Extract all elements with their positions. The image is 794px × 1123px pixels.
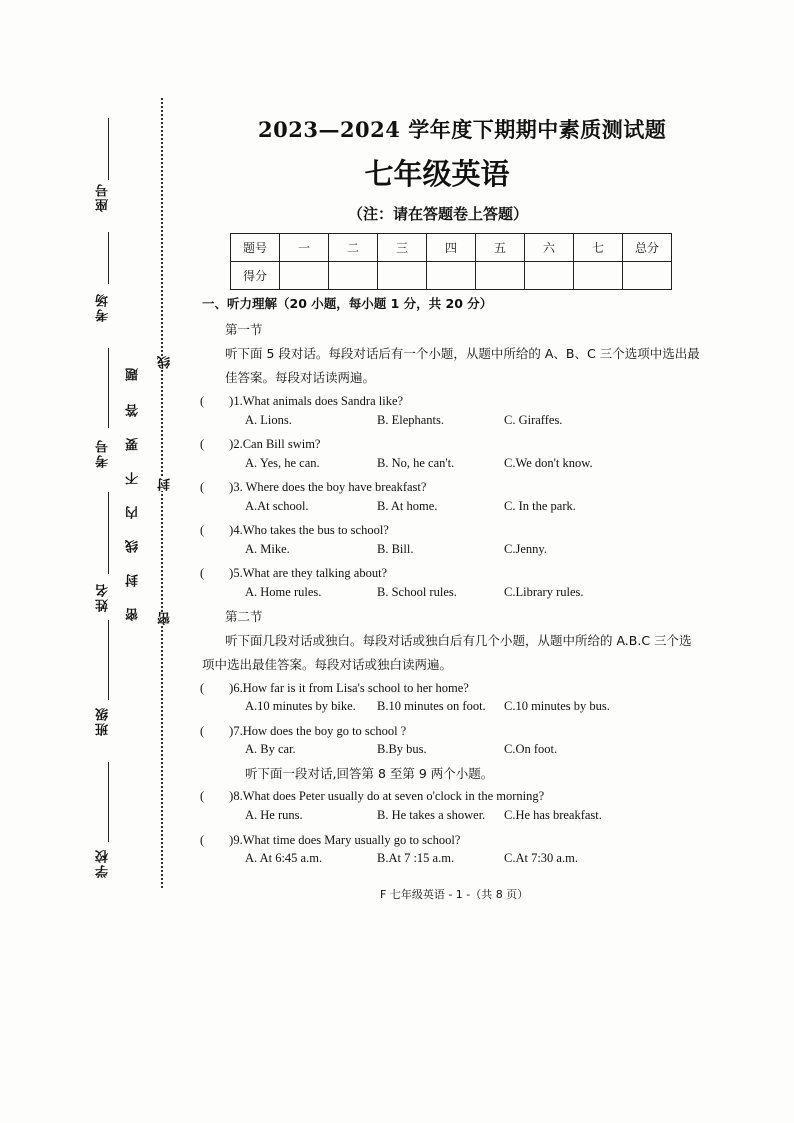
option-b: B.10 minutes on foot. bbox=[377, 699, 486, 713]
score-table-cell: 得分 bbox=[231, 262, 280, 290]
seal-notice-char: 题 bbox=[126, 368, 141, 381]
option-c: C.Library rules. bbox=[504, 585, 584, 599]
score-input-cell bbox=[329, 262, 378, 290]
seal-notice-char: 线 bbox=[126, 540, 141, 553]
section1-instruction: 听下面 5 段对话。每段对话后有一个小题，从题中所给的 A、B、C 三个选项中选出最 bbox=[225, 346, 700, 361]
question-stem: ( )4.Who takes the bus to school? bbox=[200, 523, 389, 537]
score-table bbox=[230, 233, 672, 290]
option-a: A. Yes, he can. bbox=[245, 456, 320, 470]
subject-title: 七年级英语 bbox=[364, 157, 510, 191]
score-table-score-row bbox=[231, 262, 672, 290]
section1-instruction: 佳答案。每段对话读两遍。 bbox=[225, 370, 376, 385]
score-table-cell: 总分 bbox=[623, 234, 672, 262]
option-a: A.10 minutes by bike. bbox=[245, 699, 356, 713]
part1-heading: 一、听力理解（20 小题，每小题 1 分，共 20 分） bbox=[202, 296, 493, 311]
answer-note: （注：请在答题卷上答题） bbox=[348, 205, 529, 223]
seal-notice-char: 要 bbox=[126, 438, 141, 451]
name-line bbox=[108, 492, 109, 574]
exam-room-line bbox=[108, 232, 109, 284]
section2-instruction: 听下面几段对话或独白。每段对话或独白后有几个小题，从题中所给的 A.B.C 三个选 bbox=[225, 633, 692, 648]
score-input-cell bbox=[280, 262, 329, 290]
class-line bbox=[108, 620, 109, 700]
option-b: B. School rules. bbox=[377, 585, 457, 599]
question-stem: ( )5.What are they talking about? bbox=[200, 566, 388, 580]
question-stem: ( )6.How far is it from Lisa's school to her home? bbox=[200, 681, 469, 695]
question-stem: ( )2.Can Bill swim? bbox=[200, 437, 321, 451]
option-c: C.At 7:30 a.m. bbox=[504, 851, 578, 865]
seal-notice-char: 不 bbox=[126, 472, 141, 485]
seal-notice-char: 内 bbox=[126, 506, 141, 519]
class-label: 班级 bbox=[96, 706, 111, 736]
exam-number-line bbox=[108, 348, 109, 428]
option-a: A. Home rules. bbox=[245, 585, 322, 599]
score-input-cell bbox=[476, 262, 525, 290]
score-table-cell: 一 bbox=[280, 234, 329, 262]
option-c: C.We don't know. bbox=[504, 456, 593, 470]
question-stem: ( )1.What animals does Sandra like? bbox=[200, 394, 404, 408]
score-table-cell: 题号 bbox=[231, 234, 280, 262]
seal-notice-char: 密 bbox=[126, 608, 141, 621]
exam-title: 2023—2024 学年度下期期中素质测试题 bbox=[258, 117, 667, 142]
score-input-cell bbox=[378, 262, 427, 290]
question-stem: ( )9.What time does Mary usually go to school? bbox=[200, 833, 461, 847]
seal-notice-char: 答 bbox=[126, 404, 141, 417]
option-a: A. At 6:45 a.m. bbox=[245, 851, 323, 865]
score-input-cell bbox=[427, 262, 476, 290]
score-table-header-row bbox=[231, 234, 672, 262]
option-b: B. Elephants. bbox=[377, 413, 445, 427]
option-b: B.By bus. bbox=[377, 742, 427, 756]
option-c: C. Giraffes. bbox=[504, 413, 563, 427]
score-table-cell: 六 bbox=[525, 234, 574, 262]
score-input-cell bbox=[623, 262, 672, 290]
option-a: A. Mike. bbox=[245, 542, 290, 556]
score-input-cell bbox=[525, 262, 574, 290]
section1-title: 第一节 bbox=[225, 322, 263, 337]
option-a: A. He runs. bbox=[245, 808, 303, 822]
option-b: B. He takes a shower. bbox=[377, 808, 486, 822]
school-line bbox=[108, 762, 109, 842]
score-table-cell: 二 bbox=[329, 234, 378, 262]
page-footer: F 七年级英语 - 1 -（共 8 页） bbox=[380, 888, 529, 901]
seal-line-mark: 线 bbox=[158, 356, 173, 369]
option-c: C.He has breakfast. bbox=[504, 808, 602, 822]
score-table-cell: 五 bbox=[476, 234, 525, 262]
seal-line-mark: 密 bbox=[158, 612, 173, 625]
option-a: A.At school. bbox=[245, 499, 309, 513]
option-b: B. Bill. bbox=[377, 542, 414, 556]
score-table-cell: 七 bbox=[574, 234, 623, 262]
score-table-cell: 四 bbox=[427, 234, 476, 262]
option-b: B.At 7 :15 a.m. bbox=[377, 851, 455, 865]
question-stem: ( )3. Where does the boy have breakfast? bbox=[200, 480, 427, 494]
score-input-cell bbox=[574, 262, 623, 290]
exam-room-label: 考场 bbox=[96, 292, 111, 322]
seal-dotted-line bbox=[161, 98, 163, 888]
option-b: B. At home. bbox=[377, 499, 438, 513]
option-a: A. By car. bbox=[245, 742, 296, 756]
question-stem: ( )7.How does the boy go to school ? bbox=[200, 724, 407, 738]
section2-title: 第二节 bbox=[225, 609, 263, 624]
question-stem: ( )8.What does Peter usually do at seven o'clock in the morning? bbox=[200, 789, 545, 803]
option-c: C.On foot. bbox=[504, 742, 558, 756]
seat-number-label: 座号 bbox=[96, 182, 111, 212]
school-label: 学校 bbox=[96, 848, 111, 878]
seal-notice-char: 封 bbox=[126, 574, 141, 587]
sub-instruction: 听下面一段对话,回答第 8 至第 9 两个小题。 bbox=[245, 766, 494, 781]
option-c: C. In the park. bbox=[504, 499, 576, 513]
option-c: C.Jenny. bbox=[504, 542, 547, 556]
exam-number-label: 考号 bbox=[96, 438, 111, 468]
name-label: 姓名 bbox=[96, 582, 111, 612]
option-a: A. Lions. bbox=[245, 413, 292, 427]
section2-instruction: 项中选出最佳答案。每段对话或独白读两遍。 bbox=[202, 657, 453, 672]
seal-line-mark: 封 bbox=[158, 478, 173, 491]
option-b: B. No, he can't. bbox=[377, 456, 455, 470]
option-c: C.10 minutes by bus. bbox=[504, 699, 610, 713]
score-table-cell: 三 bbox=[378, 234, 427, 262]
